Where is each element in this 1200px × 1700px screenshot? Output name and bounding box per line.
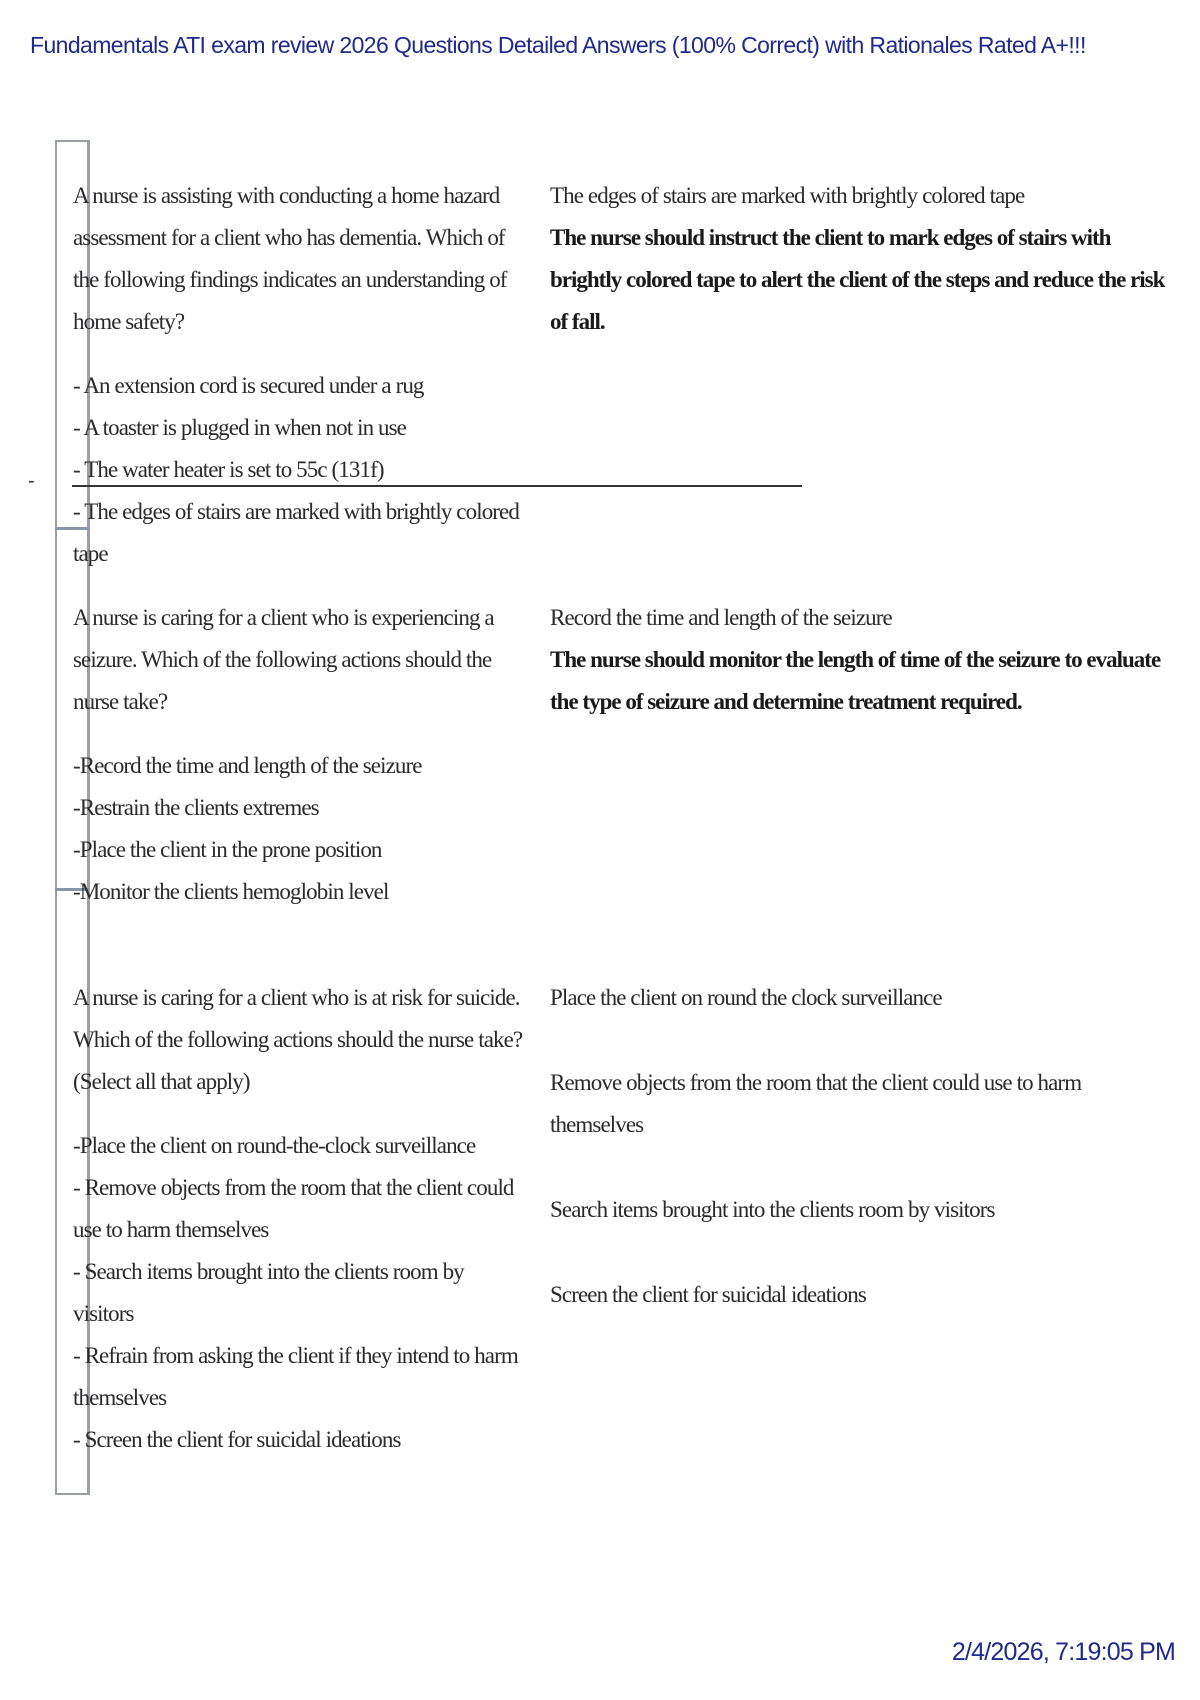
card-1-question — [73, 175, 523, 575]
option-item: -Monitor the clients hemoglobin level — [73, 879, 389, 904]
answer-text: Record the time and length of the seizure — [550, 605, 892, 630]
answer-item: Remove objects from the room that the client could use to harm themselves — [550, 1070, 1082, 1137]
option-item: - Remove objects from the room that the client could use to harm themselves — [73, 1175, 514, 1242]
option-item: - Screen the client for suicidal ideations — [73, 1427, 401, 1452]
rationale-text: The nurse should instruct the client to mark edges of stairs with brightly colored tape to alert the client of the steps and reduce the risk of fall. — [550, 225, 1165, 334]
option-list — [73, 745, 523, 913]
option-item: - Refrain from asking the client if they intend to harm themselves — [73, 1343, 518, 1410]
option-item: - The edges of stairs are marked with brightly colored tape — [73, 499, 519, 566]
option-item: - An extension cord is secured under a rug — [73, 373, 424, 398]
option-item: -Restrain the clients extremes — [73, 795, 319, 820]
card-3-answer — [550, 977, 1170, 1359]
question-text: A nurse is caring for a client who is experiencing a seizure. Which of the following actions should the nurse take? — [73, 605, 494, 714]
rationale-text: The nurse should monitor the length of time of the seizure to evaluate the type of seizure and determine treatment required. — [550, 647, 1161, 714]
print-timestamp: 2/4/2026, 7:19:05 PM — [951, 1638, 1175, 1666]
option-item: -Place the client on round-the-clock surveillance — [73, 1133, 476, 1158]
card-2-question — [73, 597, 523, 913]
option-item: - A toaster is plugged in when not in use — [73, 415, 406, 440]
option-item: - The water heater is set to 55c (131f) — [73, 457, 384, 482]
question-text: A nurse is caring for a client who is at risk for suicide. Which of the following actions should the nurse take? (Select all that apply) — [73, 985, 523, 1094]
option-item: - Search items brought into the clients room by visitors — [73, 1259, 464, 1326]
answer-text: The edges of stairs are marked with brightly colored tape — [550, 183, 1025, 208]
option-item: -Record the time and length of the seizure — [73, 753, 422, 778]
answer-item: Search items brought into the clients room by visitors — [550, 1197, 995, 1222]
option-list — [73, 365, 523, 575]
option-item: -Place the client in the prone position — [73, 837, 382, 862]
document-title: Fundamentals ATI exam review 2026 Questions Detailed Answers (100% Correct) with Rationales Rated A+!!! — [30, 32, 1086, 58]
card-2-answer — [550, 597, 1170, 723]
question-text: A nurse is assisting with conducting a home hazard assessment for a client who has dementia. Which of the following findings indicates an understanding of home safety? — [73, 183, 507, 334]
answer-item: Screen the client for suicidal ideations — [550, 1282, 866, 1307]
option-list — [73, 1125, 523, 1461]
answer-list — [550, 977, 1170, 1316]
card-3-question — [73, 977, 523, 1461]
stray-mark: - — [28, 470, 35, 492]
answer-item: Place the client on round the clock surveillance — [550, 985, 942, 1010]
card-1-answer — [550, 175, 1170, 343]
